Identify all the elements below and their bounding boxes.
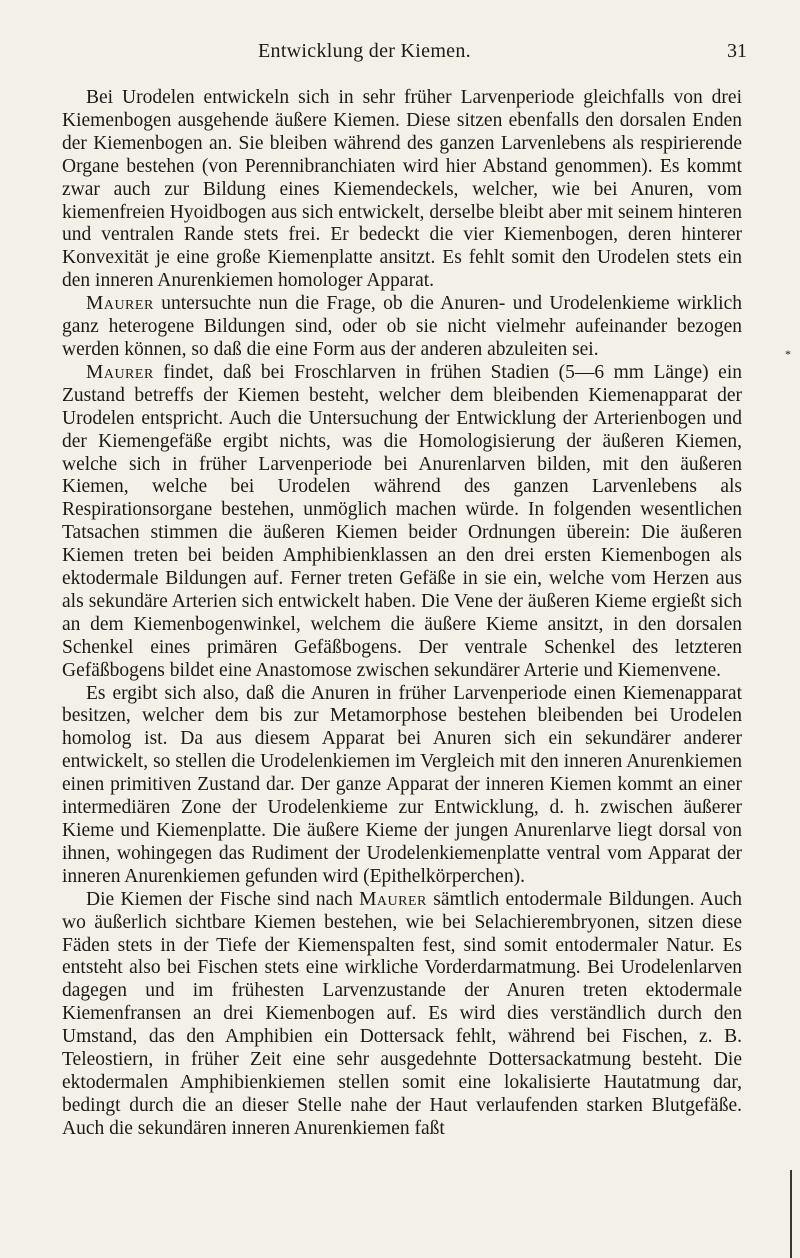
running-title: Entwicklung der Kiemen.	[258, 40, 471, 62]
paragraph-1: Bei Urodelen entwickeln sich in sehr früher Larvenperiode gleichfalls von drei Kiemenbogen ausgehende äußere Kiemen. Diese sitzen ebenfalls den dorsalen Enden der Kiemenbogen an. Sie bleiben während des ganzen Larvenlebens als respirierende Organe bestehen (von Perennibranchiaten wird hier Abstand genommen). Es kommt zwar auch zur Bildung eines Kiemendeckels, welcher, wie bei Anuren, vom kiemenfreien Hyoidbogen aus sich entwickelt, derselbe bleibt aber mit seinem hinteren und ventralen Rande stets frei. Er bedeckt die vier Kiemenbogen, deren hinterer Konvexität je eine große Kiemenplatte ansitzt. Es fehlt somit den Urodelen stets ein den inneren Anurenkiemen homologer Apparat.	[62, 87, 742, 292]
paragraph-5-text: sämtlich entodermale Bildungen. Auch wo äußerlich sichtbare Kiemen bestehen, wie bei Selachierembryonen, sitzen diese Fäden stets in der Tiefe der Kiemenspalten fest, sind somit entodermaler Natur. Es entsteht also bei Fischen stets eine wirkliche Vorderdarmatmung. Bei Urodelenlarven dagegen und im frühesten Larvenzustande der Anuren treten ektodermale Kiemenfransen an drei Kiemenbogen auf. Es wird dies verständlich durch den Umstand, das den Amphibien ein Dottersack fehlt, während bei Fischen, z. B. Teleostiern, in früher Zeit eine sehr ausgedehnte Dottersackatmung besteht. Die ektodermalen Amphibienkiemen stellen somit eine lokalisierte Hautatmung dar, bedingt durch die an dieser Stelle nahe der Haut verlaufenden starken Blutgefäße. Auch die sekundären inneren Anurenkiemen faßt	[62, 888, 742, 1139]
page-number: 31	[727, 40, 747, 62]
margin-asterisk: *	[785, 347, 791, 361]
page-edge-line	[790, 1170, 792, 1258]
author-name: Maurer	[359, 888, 427, 910]
running-head	[0, 40, 800, 70]
author-name: Maurer	[86, 293, 154, 315]
paragraph-2	[62, 293, 742, 362]
body-text	[62, 87, 742, 1141]
paragraph-3-text: findet, daß bei Froschlarven in frühen Stadien (5—6 mm Länge) ein Zustand betreffs der Kiemen besteht, welcher dem bleibenden Kiemenapparat der Urodelen entspricht. Auch die Untersuchung der Entwicklung der Arterienbogen und der Kiemengefäße ergibt nichts, was die Homologisierung der äußeren Kiemen, welche sich in früher Larvenperiode bei Anurenlarven bilden, mit den äußeren Kiemen, welche bei Urodelen während des ganzen Larvenlebens als Respirationsorgane bestehen, unmöglich machen würde. In folgenden wesentlichen Tatsachen stimmen die äußeren Kiemen beider Ordnungen überein: Die äußeren Kiemen treten bei beiden Amphibienklassen an den drei ersten Kiemenbogen als ektodermale Bildungen auf. Ferner treten Gefäße in sie ein, welche vom Herzen aus als sekundäre Arterien sich entwickelt haben. Die Vene der äußeren Kieme ergießt sich an dem Kiemenbogenwinkel, welchem die äußere Kieme ansitzt, in den dorsalen Schenkel eines primären Gefäßbogens. Der ventrale Schenkel des letzteren Gefäßbogens bildet eine Anastomose zwischen sekundärer Arterie und Kiemenvene.	[62, 361, 742, 681]
paragraph-5	[62, 889, 742, 1141]
paragraph-5-lead: Die Kiemen der Fische sind nach	[86, 888, 360, 910]
paragraph-3	[62, 362, 742, 683]
author-name: Maurer	[86, 361, 154, 383]
paragraph-4: Es ergibt sich also, daß die Anuren in früher Larvenperiode einen Kiemenapparat besitzen, welcher dem bis zur Metamorphose bestehen bleibenden bei Urodelen homolog ist. Da aus diesem Apparat bei Anuren sich ein sekundärer anderer entwickelt, so stellen die Urodelenkiemen im Vergleich mit den inneren Anurenkiemen einen primitiven Zustand dar. Der ganze Apparat der inneren Kiemen kommt an einer intermediären Zone der Urodelenkieme zur Entwicklung, d. h. zwischen äußerer Kieme und Kiemenplatte. Die äußere Kieme der jungen Anurenlarve liegt dorsal von ihnen, wohingegen das Rudiment der Urodelenkiemenplatte ventral vom Apparat der inneren Anurenkiemen gefunden wird (Epithelkörperchen).	[62, 682, 742, 887]
paragraph-2-text: untersuchte nun die Frage, ob die Anuren- und Urodelenkieme wirklich ganz heterogene Bildungen sind, oder ob sie nicht vielmehr aufeinander bezogen werden können, so daß die eine Form aus der anderen abzuleiten sei.	[62, 293, 742, 360]
